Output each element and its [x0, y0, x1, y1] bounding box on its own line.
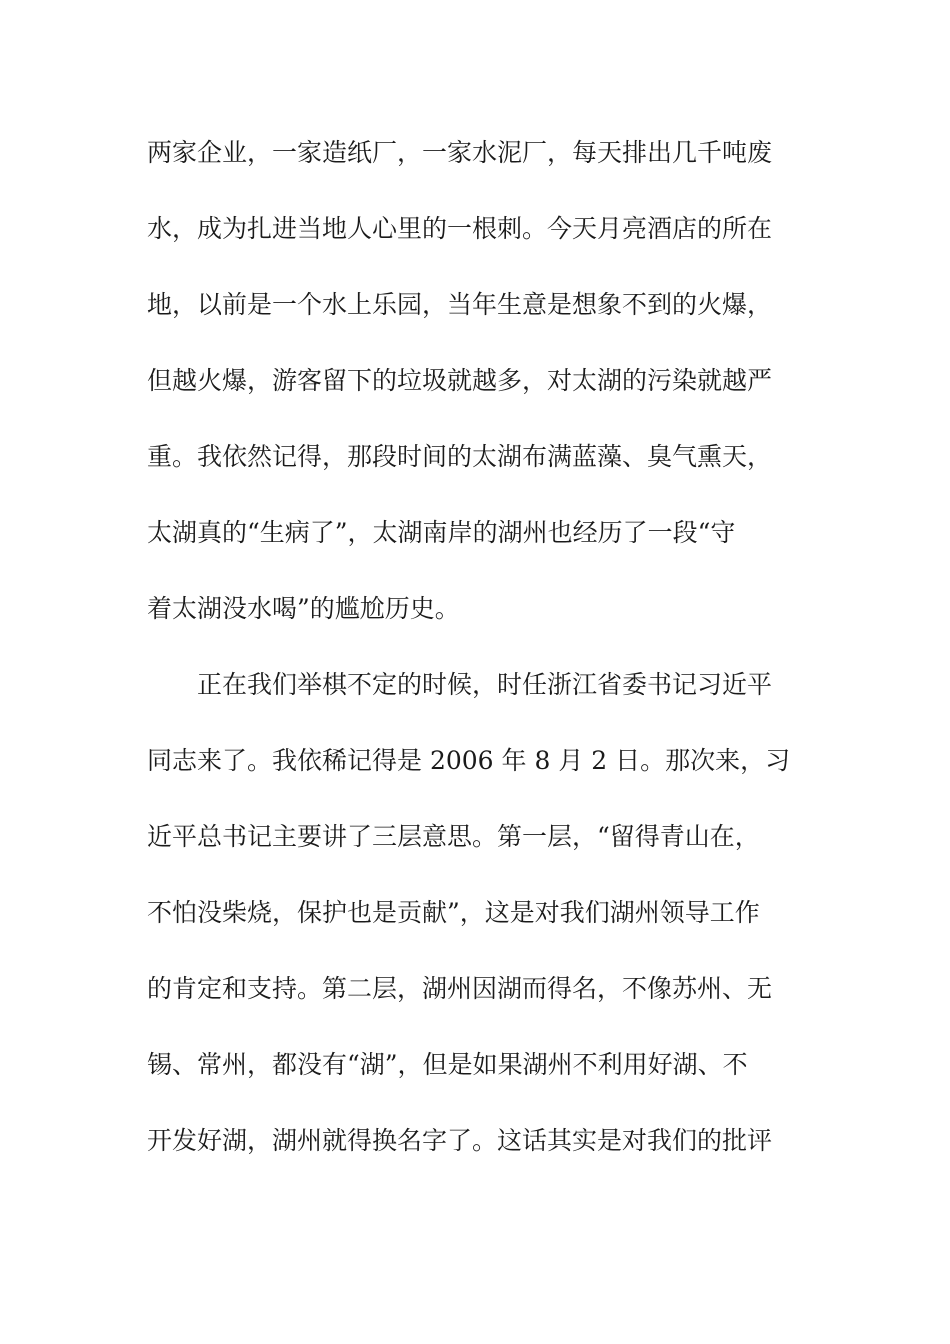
paragraph-2	[147, 666, 791, 1160]
text-line: 重。我依然记得，那段时间的太湖布满蓝藻、臭气熏天，	[147, 442, 773, 471]
text-line: 开发好湖，湖州就得换名字了。这话其实是对我们的批评	[147, 1126, 773, 1155]
text-line: 锡、常州，都没有“湖”，但是如果湖州不利用好湖、不	[147, 1050, 748, 1079]
paragraph-1	[147, 134, 787, 628]
text-line: 同志来了。我依稀记得是 2006 年 8 月 2 日。那次来，习	[147, 746, 791, 775]
text-line: 水，成为扎进当地人心里的一根刺。今天月亮酒店的所在	[147, 214, 773, 243]
body-text	[147, 134, 791, 1160]
text-line: 太湖真的“生病了”，太湖南岸的湖州也经历了一段“守	[147, 518, 736, 547]
text-line: 着太湖没水喝”的尴尬历史。	[147, 594, 460, 623]
text-line: 两家企业，一家造纸厂，一家水泥厂，每天排出几千吨废	[147, 138, 773, 167]
text-line: 的肯定和支持。第二层，湖州因湖而得名，不像苏州、无	[147, 974, 773, 1003]
text-line: 但越火爆，游客留下的垃圾就越多，对太湖的污染就越严	[147, 366, 773, 395]
paragraph-spacer	[147, 628, 787, 666]
text-line: 正在我们举棋不定的时候，时任浙江省委书记习近平	[197, 670, 773, 699]
text-line: 近平总书记主要讲了三层意思。第一层，“留得青山在，	[147, 822, 760, 851]
text-line: 不怕没柴烧，保护也是贡献”，这是对我们湖州领导工作	[147, 898, 760, 927]
text-line: 地，以前是一个水上乐园，当年生意是想象不到的火爆，	[147, 290, 773, 319]
